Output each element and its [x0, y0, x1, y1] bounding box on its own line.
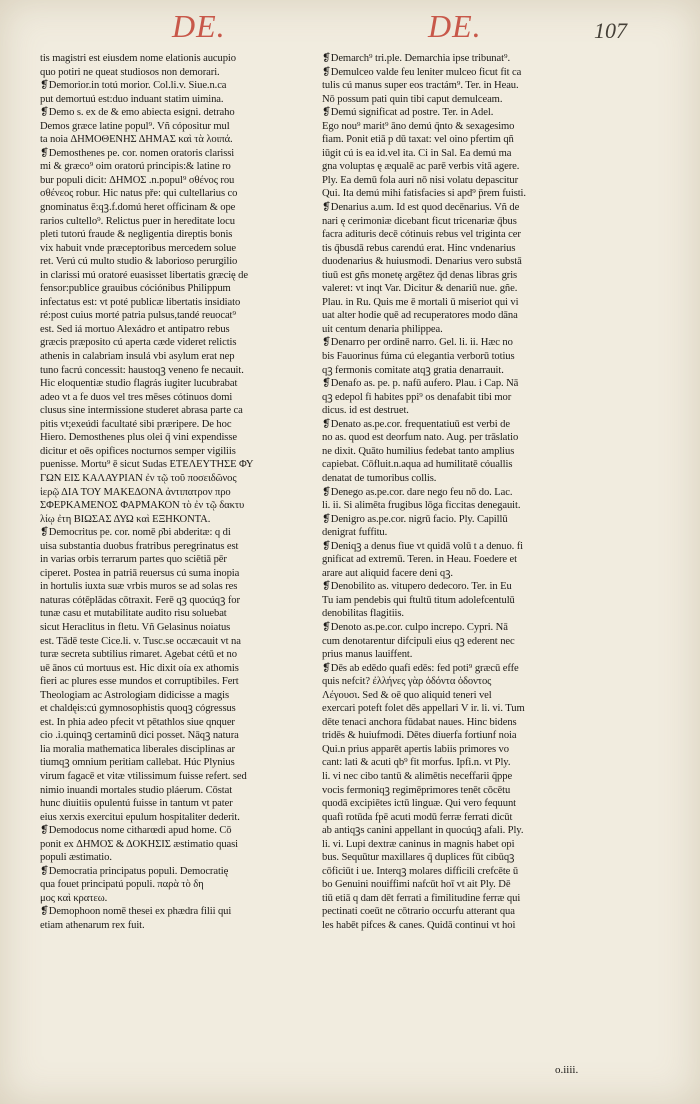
text-line: qꝫ edepol fi habites ppi⁹ os denafabit tibi mor [322, 391, 512, 403]
text-line: Nō possum pati quin tibi caput demulceam. [322, 93, 503, 105]
text-line: athenis in calabriam insulá vbi asylum erat nep [40, 351, 235, 363]
text-line: qua fouet principatú populi. παρὰ τὸ δη [40, 879, 204, 891]
text-line: ❡Dēs ab edēdo quafi edēs: fed poti⁹ græcū effe [322, 662, 519, 674]
text-line: in varias orbis terrarum partes quo sciētiā pēr [40, 554, 227, 566]
text-line: ❡Demodocus nome citharœdi apud home. Cō [40, 825, 232, 837]
text-line: ❡Denobilito as. vitupero dedecoro. Ter. in Eu [322, 581, 512, 593]
text-line: Theologiam ac Astrologiam didicisse a magis [40, 689, 229, 701]
text-line: ❡Denato as.pe.cor. frequentatiuū est verbi de [322, 418, 510, 430]
text-line: hunc diuitiis opulentú fuisse in tantum vt pater [40, 798, 233, 810]
text-line: iūgit cú is ea id.vel ita. Ci in Sal. Ea demú ma [322, 147, 512, 159]
text-line: Demos græce latine popul⁹. Vñ cópositur mul [40, 120, 230, 132]
text-line: ret. Verú cú multo studio & laborioso perurgilio [40, 256, 238, 268]
text-line: ❡Denafo as. pe. p. nafū aufero. Plau. i Cap. Nā [322, 378, 519, 390]
text-line: uisa substantia duobus fratribus peregrinatus est [40, 540, 239, 552]
text-line: li. vi. Lupi dextræ caninus in magnis habet opi [322, 838, 515, 850]
text-line: mi & græco⁹ oim oratorú principis:& latine ro [40, 161, 231, 173]
text-line: denobilitas flagitiis. [322, 608, 404, 620]
text-line: ❡Demorior.in totú morior. Col.li.v. Siue.n.ca [40, 80, 227, 92]
text-line: virum fagacē et vitæ vtilissimum fuisse refert. sed [40, 770, 247, 782]
running-head-left: DE. [172, 8, 226, 44]
text-line: ta noia ΔΗΜΟΘΕΝΗΣ ΔΗΜΑΣ καὶ τὰ λοιπά. [40, 134, 233, 146]
text-line: put demortuú est:duo induant statim uimina. [40, 93, 224, 105]
text-line: tulis cú manus super eos tractám⁹. Ter. in Heau. [322, 80, 519, 92]
text-line: bis Fauorinus fúma cú elegantia verborū totius [322, 351, 515, 363]
text-line: li. ii. Si alimēta frugibus lōga ficcitas denegauit. [322, 500, 521, 512]
text-line: tiuū est gñs monetę argētez q̄d denas libras gris [322, 269, 518, 281]
text-line: no as. quod est deorfum nato. Aug. per trāslatio [322, 432, 519, 444]
running-head [0, 8, 700, 52]
text-line: Qui.n prius apparēt apertis labiis primores vo [322, 743, 509, 755]
text-line: facra adituris decē cótinuis rebus vel triginta cer [322, 229, 521, 241]
text-line: arare aut aliquid facere deni qꝫ. [322, 567, 453, 579]
text-line: ❡Democritus pe. cor. nomē ρ̄bi abderitæ: q di [40, 527, 231, 539]
text-line: ❡Demarch⁹ tri.ple. Demarchia ipse tribunat⁹. [322, 53, 511, 64]
text-line: tiumqꝫ omnium peritiam callebat. Húc Plynius [40, 757, 235, 769]
text-line: fieri ac plures esse mundos et corruptibiles. Fert [40, 676, 239, 688]
text-line: tridēs & huiufmodi. Dētes diuerfa fortiunf noia [322, 730, 517, 742]
text-line: quis nefcit? ἐλλήνες γὰρ ὀδόντα ὀδοντος [322, 676, 492, 688]
text-line: Plau. in Ru. Quis me ē mortali ū miseriot qui vi [322, 296, 519, 308]
text-line: sicut Heraclitus in fletu. Vñ Gelasinus noiatus [40, 621, 231, 633]
text-line: uit centum denaria philippea. [322, 323, 443, 335]
text-line: uat alter hodie quē ad recuperatores modo dāna [322, 310, 518, 322]
text-line: λίῳ ἐτη ΒΙΩΣΑΣ ΔΥΩ καὶ ΕΞΗΚΟΝΤΑ. [40, 513, 211, 525]
text-line: quodā excipiētes ictū linguæ. Qui vero fequunt [322, 798, 516, 810]
text-line: adeo vt a fe duos vel tres mēses cótinuos domi [40, 391, 233, 403]
text-line: cant: lati & acuti qb⁹ fit morfus. Ipfi.n. vt Ply. [322, 757, 511, 769]
text-line: cum denotarentur difcipuli eius qꝫ ederent nec [322, 635, 515, 647]
text-line: ❡Demo s. ex de & emo abiecta esigni. detraho [40, 107, 235, 119]
text-line: σθένεος robur. Hic natus pře: qui cultellarius co [40, 188, 238, 200]
text-line: ab antiqꝫs canini appellant in quocúqꝫ afali. Ply. [322, 825, 524, 837]
text-line: bo Genuini nouiffimi nafcūt hoī vt ait Ply. Dē [322, 879, 511, 891]
text-line: Λέγουσι. Sed & oē quo aliquid teneri vel [322, 689, 492, 701]
text-line: ne dixit. Quāto humilius fedebat tanto amplius [322, 445, 515, 457]
text-line: in clarissi mú oratoré euasisset libertatis græcię de [40, 269, 248, 281]
text-line: turæ secreta subtilius rimaret. Agebat cétū et no [40, 649, 237, 661]
text-line: naturas cótēplādas cōtraxit. Ferē qꝫ quocúqꝫ for [40, 594, 240, 606]
text-line: et chaldęis:cú gymnosophistis quoqꝫ cógressus [40, 703, 236, 715]
text-line: fiam. Ponit etiā p dū taxat: vel oino pfertim qñ [322, 134, 514, 146]
text-line: ❡Deniqꝫ a denus fiue vt quidā volū t a denuo. fi [322, 540, 524, 552]
page-number: 107 [594, 18, 627, 43]
text-line: ❡Demosthenes pe. cor. nomen oratoris clarissi [40, 147, 235, 159]
text-line: infectatus est: vt poté publicæ libertatis insidiato [40, 296, 241, 308]
text-line: dēte tenaci anchora fūdabat naues. Hinc bidens [322, 716, 517, 728]
text-line: lia moralia mathematica liberales disciplinas ar [40, 743, 235, 755]
text-line: dicus. id est destruet. [322, 405, 409, 417]
text-line: gnificat ad extremū. Teren. in Heau. Foedere et [322, 554, 517, 566]
text-line: denigrat fuffitu. [322, 527, 388, 539]
text-line: bur populi dicit: ΔΗΜΟΣ .n.popul⁹ σθένος rou [40, 174, 235, 186]
text-line: Hic eloquentiæ studio flagrás iugiter lucubrabat [40, 378, 238, 390]
text-line: gnominatus ē:qꝫ.f.domú heret officinam & ope [40, 202, 236, 214]
text-line: tunæ casu et mutabilitate audito risu soluebat [40, 608, 227, 620]
text-line: ❡Denoto as.pe.cor. culpo increpo. Cypri. Nā [322, 621, 508, 633]
text-line: nari ę cerimoniæ dicebant ficut tricenariæ q̄bus [322, 215, 517, 227]
text-line: tis magistri est eiusdem nome elationis aucupio [40, 53, 236, 64]
text-line: quafi rotūda fpē acuti modū ferræ ferrati dicūt [322, 811, 513, 823]
text-line: bus. Sequūtur maxillares q̄ duplices fūt cibūqꝫ [322, 852, 515, 864]
text-line: vix habuit vnde præceptoribus mercedem solue [40, 242, 236, 254]
text-line: cio .i.quinqꝫ certaminū dici posset. Nāqꝫ natura [40, 730, 239, 742]
text-line: ❡Demophoon nomē thesei ex phædra filii qui [40, 906, 232, 918]
text-line: clusus sine intermissione studeret abrasa parte ca [40, 405, 243, 417]
text-line: est. In phia adeo pfecit vt pētathlos siue qnquer [40, 716, 235, 728]
text-line: vocis fermoniqꝫ regimēprimores tenēt cōcētu [322, 784, 511, 796]
text-line: ἱερῷ ΔΙΑ ΤΟΥ ΜΑΚΕΔΟΝΑ ἀντιπατρον προ [40, 486, 231, 498]
catchword: o.iiii. [555, 1064, 579, 1076]
text-line: valeret: vt inqt Var. Dicitur & denariū nue. gñe. [322, 283, 518, 295]
text-line: in hortulis iuxta suæ vrbis muros se ad solas res [40, 581, 238, 593]
text-line: tuno facrú concessit: haustoqꝫ veneno fe necauit. [40, 364, 244, 376]
text-line: rarios cultello⁹. Relictus puer in hereditate locu [40, 215, 235, 227]
left-column [40, 52, 322, 933]
text-line: cōficiūt i ue. Interqꝫ molares difficili crefcēte ū [322, 865, 519, 877]
text-line: dicitur et oēs opifices nocturnos semper vigiliis [40, 445, 236, 457]
text-line: Tu iam pendebis qui ftultū titum adolefcentulū [322, 594, 515, 606]
text-line: ΣΦΕΡΚΑΜΕΝΟΣ ΦΑΡΜΑΚΟΝ τὸ ἐν τῷ δακτυ [40, 500, 245, 512]
text-line: denatat de tumoribus collis. [322, 472, 437, 484]
text-line: ❡Denego as.pe.cor. dare nego feu nō do. Lac. [322, 486, 513, 498]
text-line: ❡Demulceo valde feu leniter mulceo ficut fit ca [322, 66, 522, 78]
text-line: ❡Demú significat ad postre. Ter. in Adel. [322, 107, 494, 119]
text-line: ❡Democratia principatus populi. Democratię [40, 865, 229, 877]
text-line: est. Tādē teste Cice.li. v. Tusc.se occæcauit vt na [40, 635, 241, 647]
text-line: etiam athenarum rex fuit. [40, 920, 145, 931]
text-line: est. Sed iá mortuo Alexádro et antipatro rebus [40, 323, 230, 335]
text-line: duodenarius & huiusmodi. Denarius vero substā [322, 256, 522, 268]
text-line: ΓΩΝ ΕΙΣ ΚΑΛΑΥΡΙΑΝ ἐν τῷ τοῦ ποσειδῶνος [40, 472, 237, 484]
text-line: li. vi nec cibo tantū & alimētis neceffarii q̄ppe [322, 770, 513, 782]
text-line: qꝫ fermonis comitate atqꝫ gratia denarrauit. [322, 364, 504, 376]
text-line: eius xerxis exercitui epulum hospitaliter dederit. [40, 811, 240, 823]
text-line: exercari poteft folet dēs appellari V ir. li. vi. Tum [322, 703, 525, 715]
text-line: quo potiri ne queat studiosos non demorari. [40, 66, 220, 78]
text-line: uē ānos cú mortuus est. Hic dixit oía ex athomis [40, 662, 239, 674]
text-line: tis q̄busdā rebus carendú erat. Hinc vndenarius [322, 242, 516, 254]
text-line: Hiero. Demosthenes plus olei q̄ vini expendisse [40, 432, 237, 444]
text-line: pectinati coeūt ne cōtrario occurfu atterant qua [322, 906, 515, 918]
text-line: prius manus lauiffent. [322, 649, 413, 661]
text-line: fensor:publice grauibus cóciónibus Philippum [40, 283, 231, 295]
text-line: nimio inuandi mortales studio pláerum. Cōstat [40, 784, 233, 796]
text-line: tiū etiā q dam dēt ferrati a fimilitudine ferræ qui [322, 892, 521, 904]
text-line: ciperet. Postea in patriā reuersus cú suma inopia [40, 567, 240, 579]
text-line: puenisse. Mortu⁹ ē sicut Sudas ΕΤΕΛΕΥΤΗΣΕ ΦΥ [40, 459, 254, 471]
text-line: gna voluptas ę æqualē ac parē verbis vitā agere. [322, 161, 520, 173]
text-line: græcis præposito cú aperta cæde videret relictis [40, 337, 237, 349]
text-line: Ego nou⁹ marit⁹ āno demú q̄nto & sexagesimo [322, 120, 515, 132]
text-line: populi æstimatio. [40, 852, 112, 864]
text-line: ponit ex ΔΗΜΟΣ & ΔΟΚΗΣΙΣ æstimatio quasi [40, 838, 239, 850]
text-line: pleti tutorú fraude & negligentia direptis bonis [40, 229, 233, 241]
text-line: Ply. Ea demū fola auri nō nisi volatu depascitur [322, 174, 519, 186]
text-line: capiebat. Cōfluit.n.aqua ad humilitatē cóuallis [322, 459, 513, 471]
running-head-right: DE. [428, 8, 482, 44]
text-line: μος καὶ κρατεω. [40, 892, 108, 904]
text-line: les habēt pifces & canes. Quidā continui vt hoi [322, 920, 516, 931]
text-line: pitis vt;exeúdi facultaté sibi præripere. De hoc [40, 418, 232, 430]
right-column [322, 52, 604, 933]
text-line: ❡Denigro as.pe.cor. nigrū facio. Ply. Capillū [322, 513, 508, 525]
text-line: Qui. Ita demú mihi fatisfacies si apd⁹ p̄rem fuisti. [322, 188, 526, 200]
text-line: ❡Denarius a.um. Id est quod decēnarius. Vñ de [322, 202, 520, 214]
text-line: ❡Denarro per ordinē narro. Gel. li. ii. Hæc no [322, 337, 513, 349]
text-line: ré:post cuius morté patria pulsus,tandé reuocat⁹ [40, 310, 236, 322]
